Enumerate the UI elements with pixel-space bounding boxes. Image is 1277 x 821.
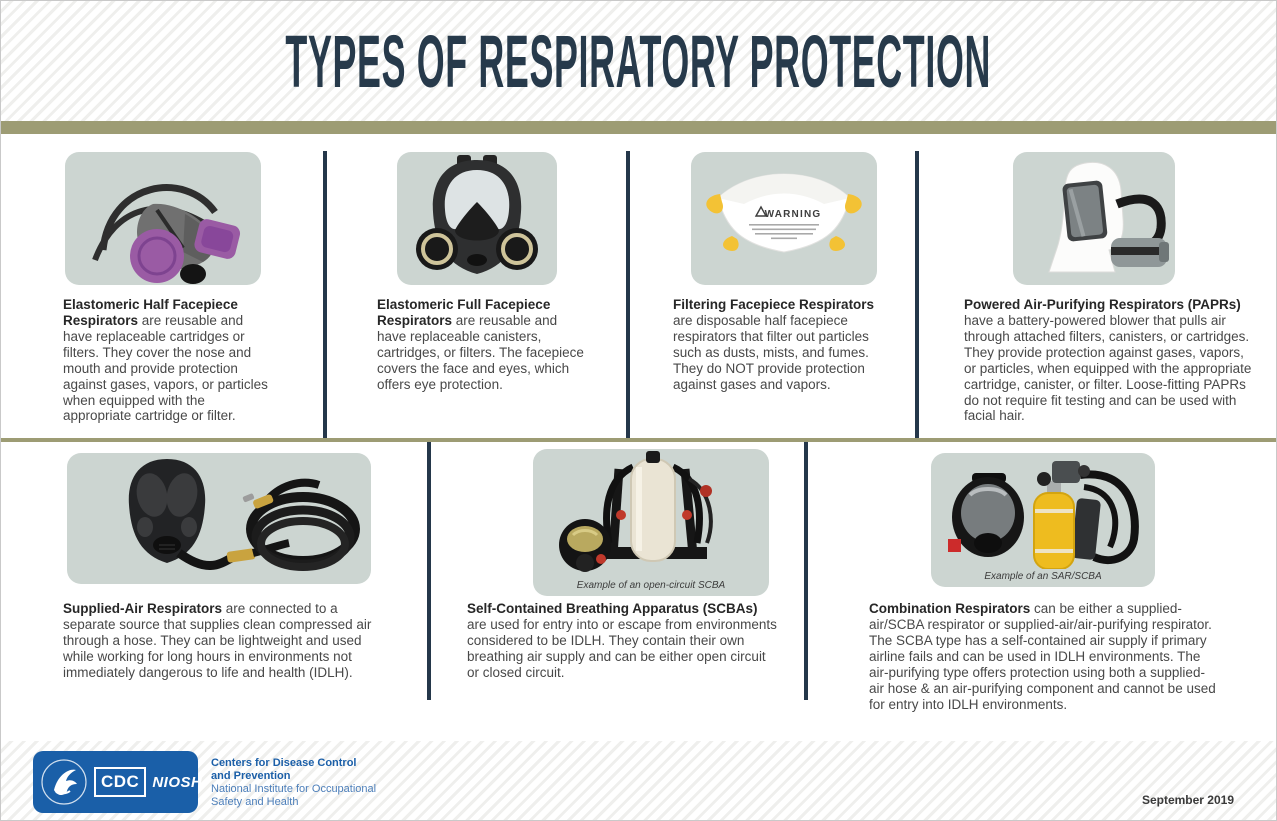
panel-heading: Supplied-Air Respirators xyxy=(63,601,223,616)
panel-text-half-facepiece xyxy=(63,297,268,424)
papr-hood-illustration xyxy=(1013,152,1175,285)
cdc-niosh-badge xyxy=(33,751,203,813)
panel-heading: Filtering Facepiece Respirators xyxy=(673,297,875,312)
hhs-seal-icon xyxy=(40,758,88,806)
supplied-air-respirator-illustration xyxy=(67,453,371,584)
sar-scba-caption: Example of an SAR/SCBA xyxy=(984,571,1102,582)
panel-heading: Combination Respirators xyxy=(869,601,1031,616)
panel-text-supplied-air xyxy=(63,601,375,681)
org-line-3: National Institute for Occupational xyxy=(211,782,377,795)
panel-heading: Powered Air-Purifying Respirators (PAPRs) xyxy=(964,297,1241,312)
papr-hood-icon xyxy=(1013,152,1175,285)
panel-body: can be either a supplied-air/SCBA respirator or supplied-air/air-purifying respirator. The SCBA type has a self-contained air supply if primary airline fails and can be used in IDLH environments. The air-purifying type offers protection using both a supplied-air hose & an air-purifying component and cannot be used for entry into IDLH environments. xyxy=(869,601,1216,712)
panel-body: are reusable and have replaceable canisters, cartridges, or filters. The facepiece covers the face and eyes, which offers eye protection. xyxy=(377,312,584,392)
agency-names xyxy=(211,757,376,809)
divider-vertical-1 xyxy=(323,151,327,438)
row-divider-bar xyxy=(1,438,1276,442)
panel-text-scba xyxy=(467,601,779,681)
panel-text-filtering-facepiece xyxy=(673,297,888,393)
panel-body: have a battery-powered blower that pulls air through attached filters, canisters, or cartridges. They provide protection against gases, vapors, or particles, when equipped with the appropriate cartridge, canister, or filter. Loose-fitting PAPRs do not require fit testing and can be used with facial hair. xyxy=(964,312,1252,424)
org-line-4: Safety and Health xyxy=(211,795,299,808)
supplied-air-icon xyxy=(67,453,371,584)
scba-caption: Example of an open-circuit SCBA xyxy=(576,580,726,591)
filtering-facepiece-n95-illustration xyxy=(691,152,877,285)
header-band xyxy=(1,1,1276,121)
full-facepiece-icon xyxy=(397,152,557,285)
full-facepiece-respirator-illustration xyxy=(397,152,557,285)
panel-heading: Elastomeric Full Facepiece Respirators xyxy=(377,297,551,328)
half-facepiece-respirator-illustration xyxy=(65,152,261,285)
divider-vertical-3 xyxy=(915,151,919,438)
panel-body: are connected to a separate source that supplies clean compressed air through a hose. They can be lightweight and used while working for long hours in environments not immediately dangerous to life and health (IDLH). xyxy=(63,601,372,680)
panel-text-papr xyxy=(964,297,1256,424)
org-line-1: Centers for Disease Control xyxy=(211,757,357,769)
panel-text-combination xyxy=(869,601,1217,712)
half-facepiece-icon xyxy=(65,152,261,285)
scba-illustration xyxy=(533,449,769,596)
cdc-logo: CDC xyxy=(94,767,146,797)
scba-icon xyxy=(533,449,769,577)
niosh-logo: NIOSH xyxy=(152,773,203,791)
n95-mask-icon xyxy=(691,152,877,285)
publication-date: September 2019 xyxy=(1141,793,1234,807)
panel-body: are disposable half facepiece respirators that filter out particles such as dusts, mists, and fumes. They do NOT provide protection against gases and vapors. xyxy=(673,312,869,392)
divider-vertical-5 xyxy=(804,442,808,700)
page-title: TYPES OF RESPIRATORY PROTECTION xyxy=(285,19,992,103)
divider-vertical-2 xyxy=(626,151,630,438)
n95-warning-label: WARNING xyxy=(764,209,822,220)
panel-heading: Elastomeric Half Facepiece Respirators xyxy=(63,297,238,328)
combination-respirator-illustration xyxy=(931,453,1155,587)
panel-body: are used for entry into or escape from environments considered to be IDLH. They contain their own breathing air supply and can be either open circuit or closed circuit. xyxy=(467,616,777,680)
header-divider-bar xyxy=(1,121,1276,134)
panel-text-full-facepiece xyxy=(377,297,587,393)
org-line-2: and Prevention xyxy=(211,769,291,782)
panel-body: are reusable and have replaceable cartridges or filters. They cover the nose and mouth and provide protection against gases, vapors, or particles when equipped with the appropriate cartridge or filter. xyxy=(63,312,268,424)
divider-vertical-4 xyxy=(427,442,431,700)
sar-scba-icon xyxy=(931,453,1155,569)
panel-heading: Self-Contained Breathing Apparatus (SCBAs) xyxy=(467,601,758,616)
